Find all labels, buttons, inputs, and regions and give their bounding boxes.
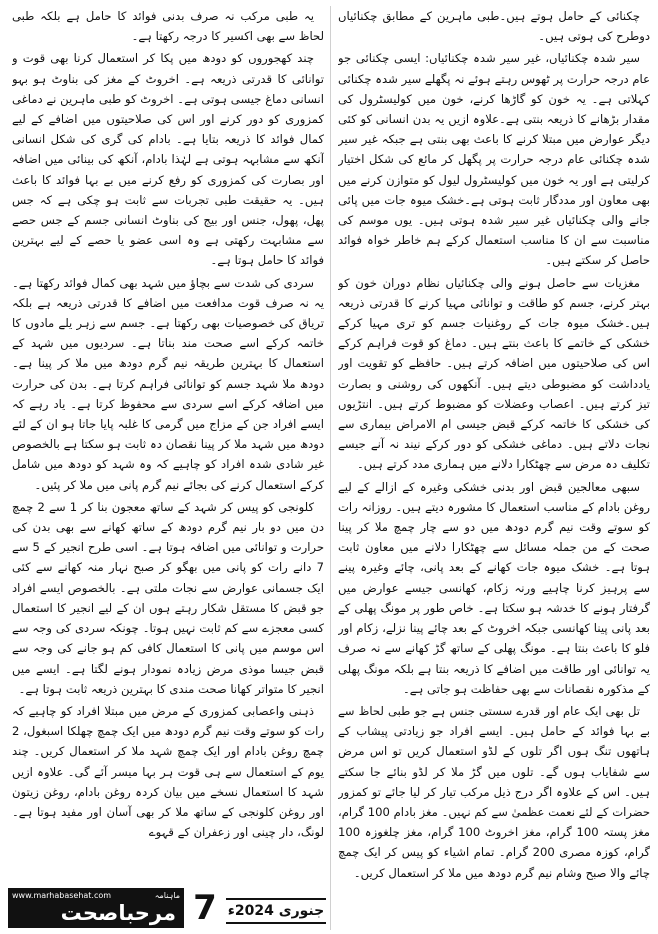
left-column	[12, 6, 324, 876]
right-column	[338, 6, 650, 930]
left-paragraph-1: یہ طبی مرکب نہ صرف بدنی فوائد کا حامل ہے بلکہ طبی لحاظ سے بھی اکسیر کا درجہ رکھتا ہے۔	[12, 9, 324, 44]
right-paragraph-1: چکنائی کے حامل ہوتے ہیں۔طبی ماہرین کے مطابق چکنائیاں دوطرح کی ہوتی ہیں۔	[338, 9, 650, 44]
page-number: 7	[193, 888, 217, 928]
right-paragraph-4: سبھی معالجین قبض اور بدنی خشکی وغیرہ کے ازالے کے لیے روغن بادام کے مناسب استعمال کا مشورہ دیتے ہیں۔ روزانہ رات کو سوتے وقت نیم گرم دودھ میں دو سے چار چمچ ملا کر پینا صحت کے من جملہ مسائل سے چھٹکارا دلانے میں معاون ثابت ہوتا ہے۔ خشک میوہ جات کھانے کے بعد پانی، چائے وغیرہ پینے سے پرہیز کرنا چاہیے ورنہ زکام، کھانسی جیسے عوارض میں گرفتار ہونے کا خدشہ ہو سکتا ہے۔ خاص طور پر مونگ پھلی کے بعد پانی پینا کھانسی جبکہ اخروٹ کے بعد چائے پینا نزلے، زکام اور فلو کا باعث بنتا ہے۔ مونگ پھلی کے ساتھ گڑ کھانے سے نہ صرف یہ توانائی اور طاقت میں اضافے کا ذریعہ بنتا ہے بلکہ مونگ پھلی کے مذکورہ نقصانات سے بھی حفاظت ہو جاتی ہے۔	[338, 479, 650, 696]
left-paragraph-4: کلونجی کو پیس کر شہد کے ساتھ معجون بنا کر 1 سے 2 چمچ دن میں دو بار نیم گرم دودھ کے ساتھ کھانے سے بھی بدن کی حرارت و توانائی میں اضافہ ہوتا ہے۔ اسی طرح انجیر کے 5 سے 7 دانے رات کو پانی میں بھگو کر صبح نہار منہ کھانے سے کئی ایک جسمانی عوارض سے نجات ملتی ہے۔ بالخصوص ایسے افراد جو قبض کا مستقل شکار رہتے ہوں ان کے لیے انجیر کا استعمال کسی معجزے سے کم ثابت نہیں ہوتا۔ چونکہ سردی کی وجہ سے اس موسم میں پانی کا استعمال کافی کم ہو جانے کی وجہ سے قبض جیسا موذی مرض زیادہ نمودار ہونے لگتا ہے۔ ایسے میں انجیر کا متواتر کھانا صحت مندی کا بہترین ذریعہ ثابت ہوتا ہے۔	[12, 499, 324, 696]
right-paragraph-5: تل بھی ایک عام اور قدرے سستی جنس ہے جو طبی لحاظ سے بے بہا فوائد کے حامل ہیں۔ ایسے افراد جو زیادتی پیشاب کے ہاتھوں تنگ ہوں اگر تلوں کے لڈو استعمال کریں تو اس مرض سے شفایاب ہوں گے۔ تلوں میں گڑ ملا کر لڈو بنائے جا سکتے ہیں۔ اس کے علاوہ اگر درج ذیل مرکب تیار کر لیا جائے تو کمزور حضرات کے لئے نعمت عظمیٰ سے کم نہیں۔ مغز بادام 100 گرام، مغز پستہ 100 گرام، مغز اخروٹ 100 گرام، مغز چلغوزہ 100 گرام، کوزہ مصری 200 گرام۔ تمام اشیاء کو پیس کر ایک چمچ چائے والا صبح وشام نیم گرم دودھ میں ملا کر استعمال کریں۔	[338, 703, 650, 880]
website-link[interactable]: www.marhabasehat.com	[12, 891, 112, 900]
magazine-name: مرحباصحت	[60, 901, 176, 925]
magazine-type-label: ماہنامہ	[154, 891, 180, 900]
column-divider	[330, 6, 331, 930]
issue-date: جنوری 2024ء	[226, 898, 326, 924]
right-paragraph-3: مغزیات سے حاصل ہونے والی چکنائیاں نظام دوران خون کو بہتر کرنے، جسم کو طاقت و توانائی مہیا کرنے کا قدرتی ذریعہ ہیں۔خشک میوہ جات کے روغنیات جسم کو تری مہیا کرکے خشکی کے خاتمے کا باعث بنتے ہیں۔ دماغ کو قوت فراہم کرکے اس کی صلاحیتوں میں اضافہ کرتے ہیں۔ حافظے کو تقویت اور یادداشت کو مضبوطی دیتے ہیں۔ آنکھوں کی روشنی و بصارت تیز کرتے ہیں۔ اعصاب وعضلات کو مضبوط کرتے ہیں۔ انتڑیوں کی خشکی کا خاتمہ کرکے قبض جیسی ام الامراض بیماری سے نجات دلاتے ہیں۔ دماغی خشکی کو دور کرکے نیند نہ آنے جیسے تکلیف دہ مرض سے چھٹکارا دلانے میں ہماری مدد کرتے ہیں۔	[338, 275, 650, 472]
left-paragraph-3: سردی کی شدت سے بچاؤ میں شہد بھی کمال فوائد رکھتا ہے۔ یہ نہ صرف قوت مدافعت میں اضافے کا قدرتی ذریعہ ہے بلکہ تریاق کی خصوصیات بھی رکھتا ہے۔ جسم سے زہر یلے مادوں کا خاتمہ کرکے اسے صحت مند بناتا ہے۔ سردیوں میں شہد کے استعمال کا بہترین طریقہ نیم گرم دودھ میں ملا کر پینا ہے۔ دودھ ملا شہد جسم کو توانائی فراہم کرتا ہے۔ بدن کی حرارت میں اضافہ کرکے اسے سردی سے محفوظ کرتا ہے۔ یاد رہے کہ ایسے افراد جن کے مزاج میں گرمی کا غلبہ پایا جاتا ہو ان کے لئے دودھ میں شہد ملا کر پینا نقصان دہ ثابت ہو سکتا ہے بالخصوص غیر شادی شدہ افراد کو چاہیے کہ وہ شہد کو دودھ میں شامل کرکے استعمال کرنے کی بجائے نیم گرم پانی میں ملا کر پئیں۔	[12, 275, 324, 492]
magazine-logo	[8, 888, 184, 928]
right-paragraph-2: سیر شدہ چکنائیاں، غیر سیر شدہ چکنائیاں: ایسی چکنائی جو عام درجہ حرارت پر ٹھوس رہتے ہوئے نہ پگھلے سیر شدہ چکنائی کہلاتی ہے۔ یہ خون کو گاڑھا کرنے، خون میں کولیسٹرول کی مقدار بڑھانے کا ذریعہ بنتی ہے۔علاوہ ازیں یہ بدن انسانی کو کئی دیگر عوارض میں مبتلا کرنے کا باعث بھی بنتی ہے جبکہ غیر سیر شدہ چکنائی عام درجہ حرارت پر پگھل کر مائع کی شکل اختیار کرلیتی ہے اور یہ خون میں کولیسٹرول لیول کو متوازن کرنے میں بھی معاون اور مددگار ثابت ہوتی ہے۔خشک میوہ جات میں پائی جانے والی چکنائیاں غیر سیر شدہ ہوتی ہیں۔ یوں موسم کی مناسبت سے ان کا مناسب استعمال کرکے ہم خاطر خواہ فوائد حاصل کر سکتے ہیں۔	[338, 51, 650, 268]
page-footer	[8, 886, 328, 930]
left-paragraph-5: ذہنی واعصابی کمزوری کے مرض میں مبتلا افراد کو چاہیے کہ رات کو سوتے وقت نیم گرم دودھ میں ایک چمچ چھلکا اسبغول، 2 چمچ روغن بادام اور ایک چمچ شہد ملا کر استعمال کریں۔ چند یوم کے استعمال سے ہی قوت ہر بہا میسر آئے گی۔ علاوہ ازیں شہد کا استعمال نسخے میں بیان کردہ روغن بادام، روغن زیتون اور روغن کلونجی کے ساتھ ملا کر بھی آسان اور مفید ہوتا ہے۔ لونگ، دار چینی اور زعفران کے قہوے	[12, 703, 324, 840]
left-paragraph-2: چند کھجوروں کو دودھ میں پکا کر استعمال کرنا بھی قوت و توانائی کا قدرتی ذریعہ ہے۔ اخروٹ کے مغز کی بناوٹ ہو بہو انسانی دماغ جیسی ہوتی ہے۔ اخروٹ کو طبی ماہرین نے دماغی کمزوری کو دور کرنے اور اس کی صلاحیتوں میں اضافے کے لیے کمال فوائد کا ذریعہ بتایا ہے۔ بادام کی گری کی شکل انسانی آنکھ سے مشابہہ ہوتی ہے لہٰذا بادام، آنکھ کی بینائی میں اضافہ اور بصارت کی کمزوری کو رفع کرنے میں بے بہا فوائد کا باعث ہیں۔ یہ حقیقت طبی تجربات سے ثابت ہو چکی ہے کہ جس پھل، پھول، جنس اور بیج کی بناوٹ انسانی جسم کے جس حصے سے مشابہت رکھتی ہے وہ اسی عضو یا حصے کے لیے بہترین فوائد کا حامل ہوتا ہے۔	[12, 51, 324, 268]
